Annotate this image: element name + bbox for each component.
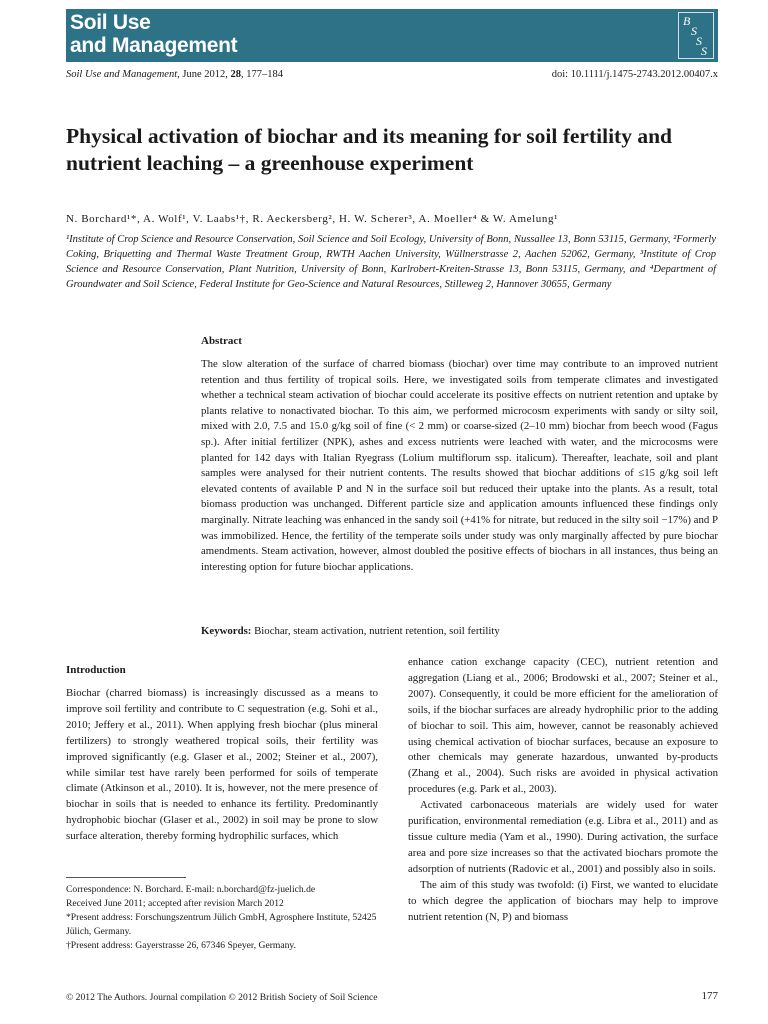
- page-number: 177: [701, 990, 718, 1002]
- doi: doi: 10.1111/j.1475-2743.2012.00407.x: [551, 69, 718, 80]
- bsss-logo-icon: [678, 12, 714, 59]
- keywords-text: Biochar, steam activation, nutrient retention, soil fertility: [251, 625, 500, 637]
- footnotes: [66, 883, 378, 953]
- present-address-note: †Present address: Gayerstrasse 26, 67346 Speyer, Germany.: [66, 940, 296, 951]
- journal-pages: , 177–184: [240, 69, 283, 80]
- affiliations: ¹Institute of Crop Science and Resource Conservation, Soil Science and Soil Ecology, University of Bonn, Nussallee 13, Bonn 53115, Germany, ²Formerly Coking, Briquetting and Thermal Waste Treatment Group, RWTH Aachen University, Wüllnerstrasse 2, Aachen 52062, Germany, ³Institute of Crop Science and Resource Conservation, Plant Nutrition, University of Bonn, Karlrobert-Kreiten-Strasse 13, Bonn 53115, Germany, and ⁴Department of Groundwater and Soil Science, Federal Institute for Geo-Science and Natural Resources, Stilleweg 2, Hannover 30655, Germany: [66, 234, 716, 290]
- correspondence-note: Correspondence: N. Borchard. E-mail: n.borchard@fz-juelich.de: [66, 884, 316, 895]
- journal-name-line1: Soil Use: [70, 11, 151, 34]
- journal-date: , June 2012,: [177, 69, 231, 80]
- footnote-divider: [66, 877, 186, 878]
- abstract-heading: Abstract: [201, 335, 242, 347]
- keywords-label: Keywords:: [201, 625, 252, 637]
- intro-paragraph: Biochar (charred biomass) is increasingly discussed as a means to improve soil fertility and contribute to C sequestration (e.g. Sohi et al., 2010; Jeffery et al., 2011). When applying fresh biochar (plus mineral fertilizers) to strongly weathered tropical soils, their fertility was improved significantly (e.g. Glaser et al., 2002; Steiner et al., 2007), while similar test have rarely been performed for soils of temperate climate (Atkinson et al., 2010). It is, however, not the mere presence of biochar in soils that is needed to enhance its fertility. Predominantly hydrophobic biochar (Glaser et al., 2002) in soil may be prone to slow surface alteration, thereby forming hydrophilic surfaces, which: [66, 687, 378, 843]
- intro-paragraph: The aim of this study was twofold: (i) First, we wanted to elucidate to which degree the application of biochars may help to improve nutrient retention (N, P) and biomass: [408, 878, 718, 923]
- received-note: Received June 2011; accepted after revision March 2012: [66, 898, 284, 909]
- logo-letter: S: [696, 34, 702, 48]
- logo-letter: S: [701, 44, 707, 58]
- journal-title: Soil Use and Management: [66, 69, 178, 80]
- introduction-heading: Introduction: [66, 664, 126, 676]
- author-list: N. Borchard¹*, A. Wolf¹, V. Laabs¹†, R. Aeckersberg², H. W. Scherer³, A. Moeller⁴ & W. Amelung¹: [66, 213, 558, 225]
- logo-letter: S: [691, 24, 697, 38]
- keywords: [201, 625, 718, 637]
- journal-banner: [66, 9, 718, 62]
- journal-volume: 28: [230, 69, 241, 80]
- intro-paragraph: Activated carbonaceous materials are widely used for water purification, environmental remediation (e.g. Libra et al., 2011) and as tissue culture media (Yam et al., 1990). During activation, the surface area and pore size increases so that the activated biochars promote the adsorption of nutrients (Radovic et al., 2001) and possibly also in soils.: [408, 799, 718, 875]
- journal-citation: [66, 69, 283, 80]
- abstract-body: The slow alteration of the surface of charred biomass (biochar) over time may contribute to an improved nutrient retention and thus fertility of tropical soils. Here, we investigated soils from temperate climates and investigated whether a technical steam activation of biochar could accelerate its positive effects on nutrient retention and uptake by plants relative to nonactivated biochar. To this aim, we performed microcosm experiments with sandy or silty soil, mixed with 2.0, 7.5 and 15.0 g/kg soil of fine (< 2 mm) or coarse-sized (2–10 mm) biochar from beech wood (Fagus sp.). After initial fertilizer (NPK), ashes and excess nutrients were leached with water, and the microcosms were planted for 142 days with Italian Ryegrass (Lolium multiflorum ssp. italicum). Thereafter, leachate, soil and plant samples were analysed for their nutrient contents. The results showed that biochar additions of ≤15 g/kg soil left elevated contents of available P and N in the surface soil but reduced their uptake into the plants. As a result, total biomass production was unchanged. Different particle size and application amounts influenced these findings only marginally. Nitrate leaching was enhanced in the sandy soil (+41% for nitrate, but reduced in the silty soil −17%) and P was immobilized. Hence, the fertility of the temperate soils under study was only marginally affected by pure biochar amendments. Steam activation, however, almost doubled the positive effects of biochars in all instances, thus being an interesting option for future biochar applications.: [201, 358, 718, 573]
- left-column: [66, 686, 378, 845]
- present-address-note: *Present address: Forschungszentrum Jülich GmbH, Agrosphere Institute, 52425 Jülich, Germany.: [66, 912, 377, 937]
- article-title: Physical activation of biochar and its meaning for soil fertility and nutrient leaching – a greenhouse experiment: [66, 124, 672, 175]
- intro-paragraph: enhance cation exchange capacity (CEC), nutrient retention and aggregation (Liang et al., 2006; Brodowski et al., 2007; Steiner et al., 2007). Consequently, it could be more efficient for the amelioration of soils, if the biochar surfaces are already hydrophilic prior to the adding of biochar to soil. This aim, however, cannot be reasonably achieved using chemical activation of biochar surfaces, because an exposure to other chemicals may generate hazardous, unwanted by-products (Zhang et al., 2004). Such risks are avoided in physical activation procedures (e.g. Park et al., 2003).: [408, 656, 718, 796]
- copyright-footer: © 2012 The Authors. Journal compilation © 2012 British Society of Soil Science: [66, 992, 378, 1003]
- logo-letter: B: [683, 14, 691, 28]
- right-column: [408, 655, 718, 925]
- journal-name-line2: and Management: [70, 34, 238, 57]
